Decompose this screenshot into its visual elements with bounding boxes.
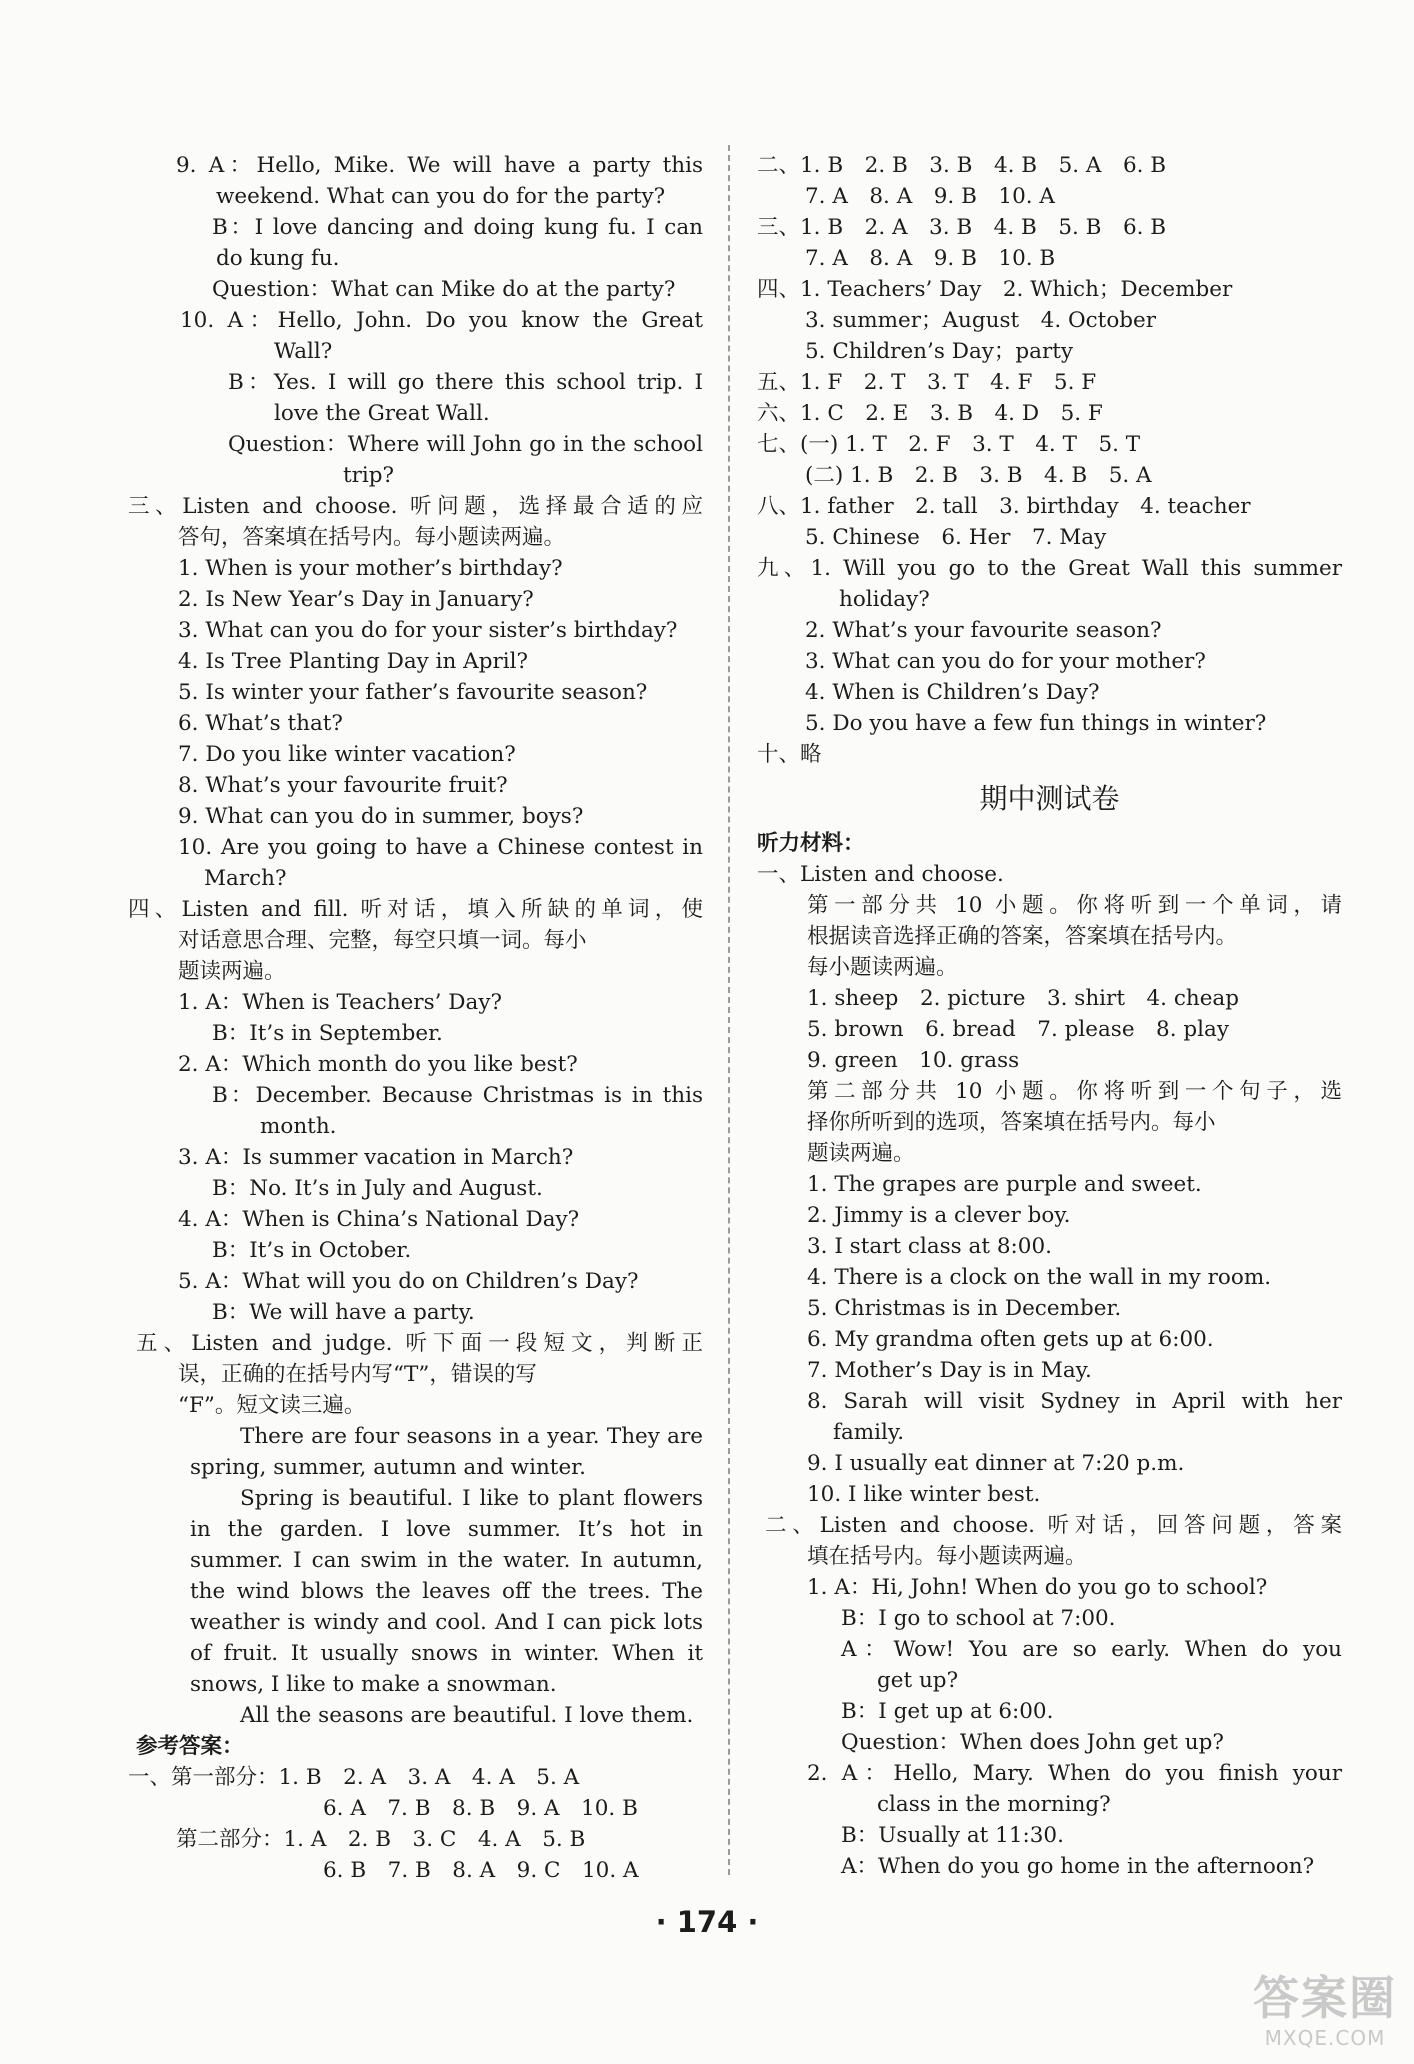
- text-line: 7. Do you like winter vacation?: [178, 742, 516, 767]
- text-line: B：No. It’s in July and August.: [212, 1176, 543, 1201]
- text-line: 十、略: [757, 742, 822, 767]
- text-line: class in the morning?: [877, 1792, 1111, 1817]
- text-line: 根据读音选择正确的答案，答案填在括号内。: [807, 924, 1238, 949]
- text-line: 1. When is your mother’s birthday?: [178, 556, 563, 581]
- text-line: family.: [833, 1420, 905, 1445]
- watermark-sub-text: MXQE.COM: [1264, 2026, 1386, 2050]
- text-line: 1. The grapes are purple and sweet.: [807, 1172, 1202, 1197]
- text-line: B：It’s in September.: [212, 1021, 443, 1046]
- text-line: 7. A 8. A 9. B 10. A: [805, 184, 1055, 209]
- text-line: of fruit. It usually snows in winter. When it: [190, 1641, 703, 1666]
- text-line: 3. What can you do for your sister’s birthday?: [178, 618, 678, 643]
- text-line: 2. A：Which month do you like best?: [178, 1052, 578, 1077]
- text-line: 三、Listen and choose. 听问题，选择最合适的应: [128, 494, 703, 519]
- text-line: 5. A：What will you do on Children’s Day?: [178, 1269, 639, 1294]
- text-line: 5. Children’s Day；party: [805, 339, 1074, 364]
- text-line: Wall?: [274, 339, 333, 364]
- text-line: 9. I usually eat dinner at 7:20 p.m.: [807, 1451, 1185, 1476]
- text-line: spring, summer, autumn and winter.: [190, 1455, 586, 1480]
- text-line: 1. A：When is Teachers’ Day?: [178, 990, 503, 1015]
- text-line: 二、1. B 2. B 3. B 4. B 5. A 6. B: [757, 153, 1167, 178]
- text-line: 一、Listen and choose.: [757, 862, 1004, 887]
- text-line: A：Wow! You are so early. When do you: [841, 1637, 1342, 1662]
- text-line: 2. Jimmy is a clever boy.: [807, 1203, 1071, 1228]
- text-line: summer. I can swim in the water. In autumn,: [190, 1548, 703, 1573]
- text-line: 4. There is a clock on the wall in my room.: [807, 1265, 1272, 1290]
- text-line: 6. B 7. B 8. A 9. C 10. A: [323, 1858, 639, 1883]
- column-divider: [728, 145, 730, 1875]
- text-line: 6. What’s that?: [178, 711, 343, 736]
- text-line: holiday?: [839, 587, 930, 612]
- text-line: 2. What’s your favourite season?: [805, 618, 1162, 643]
- text-line: B：We will have a party.: [212, 1300, 475, 1325]
- text-line: 8. Sarah will visit Sydney in April with her: [807, 1389, 1342, 1414]
- text-line: 参考答案：: [136, 1734, 244, 1759]
- right-column: [757, 150, 1342, 1882]
- text-line: 3. summer；August 4. October: [805, 308, 1157, 333]
- text-line: 5. Is winter your father’s favourite season?: [178, 680, 648, 705]
- text-line: B：I love dancing and doing kung fu. I can: [212, 215, 703, 240]
- text-line: love the Great Wall.: [274, 401, 490, 426]
- text-line: 听力材料：: [757, 831, 865, 856]
- text-line: Question：Where will John go in the school: [228, 432, 703, 457]
- watermark-logo: [1250, 1970, 1400, 2058]
- text-line: 每小题读两遍。: [807, 955, 958, 980]
- text-line: B：I get up at 6:00.: [841, 1699, 1054, 1724]
- text-line: 8. What’s your favourite fruit?: [178, 773, 508, 798]
- text-line: weather is windy and cool. And I can pick lots: [190, 1610, 703, 1635]
- text-line: There are four seasons in a year. They are: [240, 1424, 703, 1449]
- text-line: 一、第一部分：1. B 2. A 3. A 4. A 5. A: [128, 1765, 580, 1790]
- text-line: B：December. Because Christmas is in this: [212, 1083, 703, 1108]
- text-line: A：When do you go home in the afternoon?: [841, 1854, 1315, 1879]
- text-line: 七、(一) 1. T 2. F 3. T 4. T 5. T: [757, 432, 1141, 457]
- text-line: (二) 1. B 2. B 3. B 4. B 5. A: [805, 463, 1152, 488]
- watermark-main-text: 答案圈: [1253, 1971, 1397, 2025]
- text-line: 6. A 7. B 8. B 9. A 10. B: [323, 1796, 638, 1821]
- text-line: Question：When does John get up?: [841, 1730, 1224, 1755]
- left-column: [128, 150, 703, 1886]
- text-line: “F”。短文读三遍。: [178, 1393, 366, 1418]
- text-line: in the garden. I love summer. It’s hot in: [190, 1517, 703, 1542]
- text-line: 二、Listen and choose. 听对话，回答问题，答案: [765, 1513, 1342, 1538]
- text-line: 八、1. father 2. tall 3. birthday 4. teacher: [757, 494, 1251, 519]
- text-line: 9. A：Hello, Mike. We will have a party this: [176, 153, 703, 178]
- text-line: 5. Chinese 6. Her 7. May: [805, 525, 1107, 550]
- text-line: 7. A 8. A 9. B 10. B: [805, 246, 1056, 271]
- text-line: 10. I like winter best.: [807, 1482, 1041, 1507]
- text-line: do kung fu.: [216, 246, 340, 271]
- text-line: Spring is beautiful. I like to plant flowers: [240, 1486, 703, 1511]
- page-number: · 174 ·: [655, 1905, 759, 1939]
- text-line: 择你所听到的选项，答案填在括号内。每小: [807, 1110, 1216, 1135]
- text-line: 误，正确的在括号内写“T”，错误的写: [178, 1362, 537, 1387]
- text-line: March?: [204, 866, 287, 891]
- text-line: 4. When is Children’s Day?: [805, 680, 1100, 705]
- text-line: 五、Listen and judge. 听下面一段短文，判断正: [136, 1331, 703, 1356]
- text-line: 三、1. B 2. A 3. B 4. B 5. B 6. B: [757, 215, 1167, 240]
- text-line: 四、1. Teachers’ Day 2. Which；December: [757, 277, 1233, 302]
- text-line: 10. Are you going to have a Chinese contest in: [178, 835, 703, 860]
- text-line: All the seasons are beautiful. I love them.: [240, 1703, 694, 1728]
- text-line: 6. My grandma often gets up at 6:00.: [807, 1327, 1214, 1352]
- text-line: B：Usually at 11:30.: [841, 1823, 1064, 1848]
- text-line: Question：What can Mike do at the party?: [212, 277, 676, 302]
- text-line: 10. A：Hello, John. Do you know the Great: [180, 308, 703, 333]
- text-line: month.: [260, 1114, 337, 1139]
- text-line: 答句，答案填在括号内。每小题读两遍。: [178, 525, 566, 550]
- text-line: the wind blows the leaves off the trees. The: [190, 1579, 703, 1604]
- text-line: 9. green 10. grass: [807, 1048, 1020, 1073]
- text-line: 4. Is Tree Planting Day in April?: [178, 649, 529, 674]
- text-line: 3. I start class at 8:00.: [807, 1234, 1052, 1259]
- text-line: 4. A：When is China’s National Day?: [178, 1207, 580, 1232]
- text-line: 题读两遍。: [807, 1141, 915, 1166]
- text-line: 题读两遍。: [178, 959, 286, 984]
- text-line: 第二部分：1. A 2. B 3. C 4. A 5. B: [176, 1827, 586, 1852]
- text-line: 填在括号内。每小题读两遍。: [807, 1544, 1087, 1569]
- text-line: 3. A：Is summer vacation in March?: [178, 1145, 574, 1170]
- text-line: B：Yes. I will go there this school trip. I: [228, 370, 703, 395]
- text-line: 5. Christmas is in December.: [807, 1296, 1122, 1321]
- text-line: get up?: [877, 1668, 959, 1693]
- text-line: 9. What can you do in summer, boys?: [178, 804, 584, 829]
- text-line: 7. Mother’s Day is in May.: [807, 1358, 1092, 1383]
- text-line: weekend. What can you do for the party?: [216, 184, 666, 209]
- text-line: 第二部分共 10 小题。你将听到一个句子，选: [807, 1079, 1342, 1104]
- text-line: 六、1. C 2. E 3. B 4. D 5. F: [757, 401, 1103, 426]
- text-line: 四、Listen and fill. 听对话，填入所缺的单词，使: [128, 897, 703, 922]
- text-line: 1. sheep 2. picture 3. shirt 4. cheap: [807, 986, 1240, 1011]
- text-line: 九、1. Will you go to the Great Wall this summer: [757, 556, 1342, 581]
- text-line: 2. Is New Year’s Day in January?: [178, 587, 534, 612]
- text-line: 1. A：Hi, John! When do you go to school?: [807, 1575, 1268, 1600]
- text-line: 对话意思合理、完整，每空只填一词。每小: [178, 928, 587, 953]
- text-line: 第一部分共 10 小题。你将听到一个单词，请: [807, 893, 1342, 918]
- text-line: B：It’s in October.: [212, 1238, 412, 1263]
- section-title: 期中测试卷: [979, 782, 1120, 815]
- text-line: snows, I like to make a snowman.: [190, 1672, 557, 1697]
- text-line: 3. What can you do for your mother?: [805, 649, 1206, 674]
- text-line: B：I go to school at 7:00.: [841, 1606, 1116, 1631]
- text-line: 5. brown 6. bread 7. please 8. play: [807, 1017, 1230, 1042]
- text-line: 2. A：Hello, Mary. When do you finish your: [807, 1761, 1342, 1786]
- text-line: 5. Do you have a few fun things in winter?: [805, 711, 1267, 736]
- text-line: 五、1. F 2. T 3. T 4. F 5. F: [757, 370, 1097, 395]
- text-line: trip?: [343, 463, 395, 488]
